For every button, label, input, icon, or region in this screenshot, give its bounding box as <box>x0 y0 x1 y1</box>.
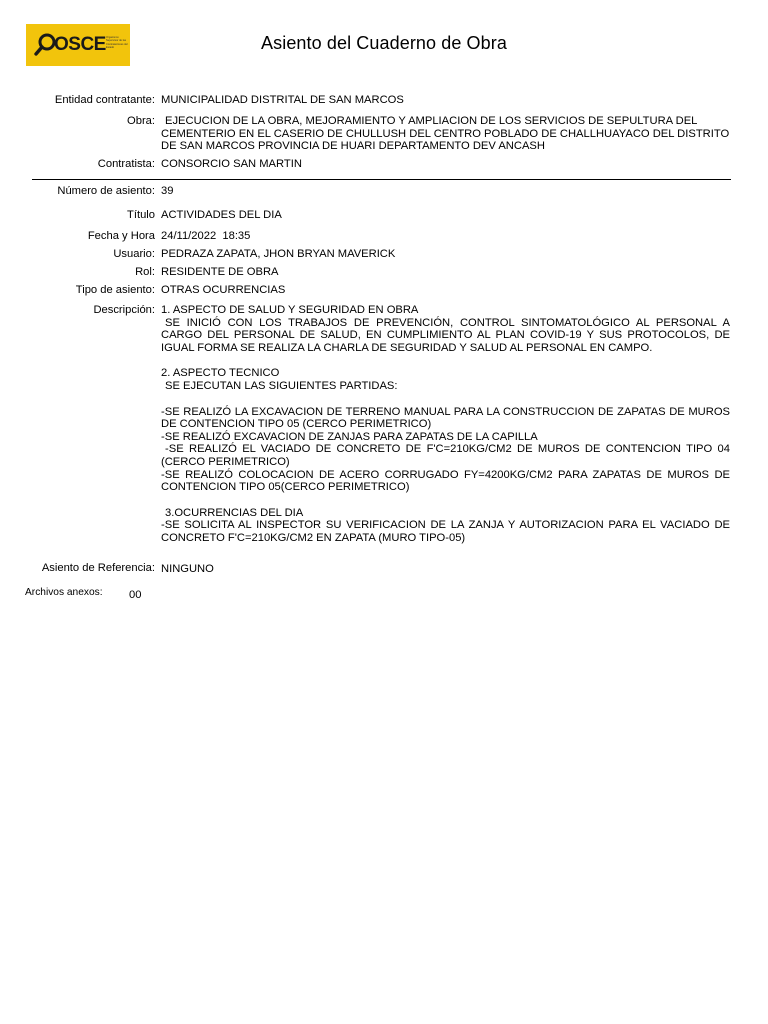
desc-item: -SE REALIZÓ LA EXCAVACION DE TERRENO MANUAL PARA LA CONSTRUCCION DE ZAPATAS DE MUROS DE CONTENCION TIPO 05 (CERCO PERIMETRICO) <box>161 405 730 431</box>
label-fecha: Fecha y Hora <box>87 230 155 242</box>
value-rol: RESIDENTE DE OBRA <box>161 266 279 278</box>
value-contratista: CONSORCIO SAN MARTIN <box>161 158 302 170</box>
value-usuario: PEDRAZA ZAPATA, JHON BRYAN MAVERICK <box>161 248 396 260</box>
label-usuario: Usuario: <box>113 248 155 260</box>
label-contratista: Contratista: <box>97 158 155 170</box>
value-numero: 39 <box>161 185 174 197</box>
desc-heading-3: 3.OCURRENCIAS DEL DIA <box>165 506 304 519</box>
logo-text: OSCE <box>54 34 106 55</box>
logo-small-text: Organismo Supervisor de las Contrataciones del Estado <box>106 36 128 49</box>
value-descripcion <box>161 304 730 558</box>
desc-heading-2: 2. ASPECTO TECNICO <box>161 367 280 380</box>
divider <box>32 179 731 180</box>
label-obra: Obra: <box>127 115 155 127</box>
page-title: Asiento del Cuaderno de Obra <box>261 33 507 53</box>
label-descripcion: Descripción: <box>93 304 155 316</box>
label-tipo: Tipo de asiento: <box>75 284 155 296</box>
desc-section-4 <box>161 507 730 545</box>
label-titulo: Título <box>127 209 155 221</box>
label-entidad: Entidad contratante: <box>54 94 155 106</box>
desc-item: -SE REALIZÓ COLOCACION DE ACERO CORRUGADO FY=4200KG/CM2 PARA ZAPATAS DE MUROS DE CONTENCION TIPO 05(CERCO PERIMETRICO) <box>161 468 730 494</box>
desc-section-1 <box>161 304 730 354</box>
value-entidad: MUNICIPALIDAD DISTRITAL DE SAN MARCOS <box>161 94 404 106</box>
value-obra: EJECUCION DE LA OBRA, MEJORAMIENTO Y AMPLIACION DE LOS SERVICIOS DE SEPULTURA DEL CEMENTERIO EN EL CASERIO DE CHULLUSH DEL CENTRO POBLADO DE CHALLHUAYACO DEL DISTRITO DE SAN MARCOS PROVINCIA DE HUARI DEPARTAMENTO DEV ANCASH <box>161 115 730 153</box>
value-tipo: OTRAS OCURRENCIAS <box>161 284 286 296</box>
label-numero: Número de asiento: <box>57 185 155 197</box>
desc-item: -SE SOLICITA AL INSPECTOR SU VERIFICACION DE LA ZANJA Y AUTORIZACION PARA EL VACIADO DE CONCRETO F'C=210KG/CM2 EN ZAPATA (MURO TIPO-05) <box>161 519 730 544</box>
value-fecha: 24/11/2022 18:35 <box>161 230 251 242</box>
label-referencia: Asiento de Referencia: <box>41 562 155 574</box>
desc-item: -SE REALIZÓ EXCAVACION DE ZANJAS PARA ZAPATAS DE LA CAPILLA <box>161 430 538 443</box>
value-archivos: 00 <box>129 589 142 601</box>
desc-item: -SE REALIZÓ EL VACIADO DE CONCRETO DE F'C=210KG/CM2 DE MUROS DE CONTENCION TIPO 04 (CERCO PERIMETRICO) <box>161 443 730 468</box>
desc-heading-1: 1. ASPECTO DE SALUD Y SEGURIDAD EN OBRA <box>161 304 419 316</box>
value-titulo: ACTIVIDADES DEL DIA <box>161 209 282 221</box>
desc-text: SE EJECUTAN LAS SIGUIENTES PARTIDAS: <box>165 379 398 392</box>
desc-text: SE INICIÓ CON LOS TRABAJOS DE PREVENCIÓN, CONTROL SINTOMATOLÓGICO AL PERSONAL A CARGO DEL PERSONAL DE SALUD, EN CUMPLIMIENTO AL PLAN COVID-19 Y SUS PROTOCOLOS, DE IGUAL FORMA SE REALIZA LA CHARLA DE SEGURIDAD Y SALUD AL PERSONAL EN CAMPO. <box>161 316 730 354</box>
label-archivos: Archivos anexos: <box>25 587 103 598</box>
desc-section-2 <box>161 367 730 392</box>
label-rol: Rol: <box>135 266 155 278</box>
value-referencia: NINGUNO <box>161 563 214 575</box>
desc-section-3 <box>161 406 730 494</box>
